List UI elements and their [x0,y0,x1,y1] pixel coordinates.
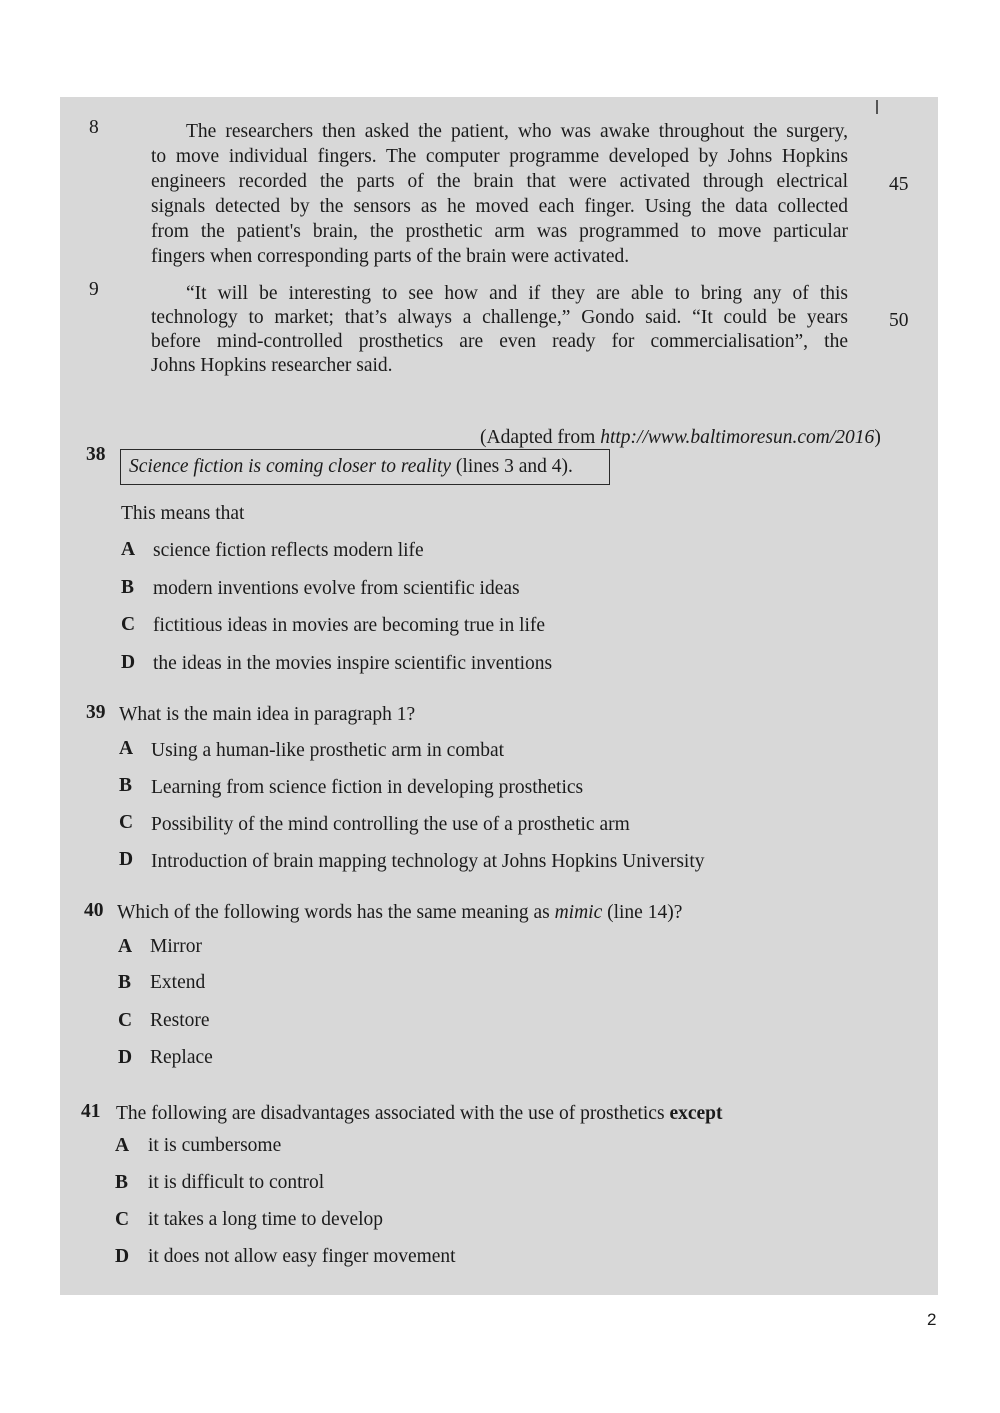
line-number-marker: 45 [889,174,909,195]
answer-option[interactable]: Extend [150,972,206,993]
option-letter: C [121,614,136,635]
answer-option[interactable]: Learning from science fiction in developing prosthetics [151,777,584,798]
answer-option[interactable]: Using a human-like prosthetic arm in combat [151,740,505,761]
answer-option[interactable]: it takes a long time to develop [148,1209,384,1230]
option-letter: B [115,1172,129,1193]
option-letter: D [118,1047,133,1068]
option-letter: A [119,738,134,759]
answer-option[interactable]: science fiction reflects modern life [153,540,424,561]
paragraph-number: 8 [89,117,99,138]
paragraph-line: Johns Hopkins researcher said. [151,355,393,376]
quoted-phrase-box: Science fiction is coming closer to reality (lines 3 and 4). [120,449,610,485]
option-letter: D [119,849,134,870]
answer-option[interactable]: Possibility of the mind controlling the use of a prosthetic arm [151,814,630,835]
paragraph-line: technology to market; that’s always a challenge,” Gondo said. “It could be years [151,307,848,328]
question-stem: Which of the following words has the same meaning as mimic (line 14)? [117,902,683,923]
question-number: 41 [81,1101,101,1122]
answer-option[interactable]: the ideas in the movies inspire scientific inventions [153,653,553,674]
answer-option[interactable]: Mirror [150,936,202,957]
option-letter: C [119,812,134,833]
line-number-marker: 50 [889,310,909,331]
paragraph-line: to move individual fingers. The computer programme developed by Johns Hopkins [151,146,848,167]
answer-option[interactable]: Introduction of brain mapping technology at Johns Hopkins University [151,851,705,872]
answer-option[interactable]: it is difficult to control [148,1172,325,1193]
question-number: 39 [86,702,106,723]
page-number: 2 [927,1310,937,1329]
option-letter: B [119,775,133,796]
paragraph-line: The researchers then asked the patient, who was awake throughout the surgery, [186,121,848,142]
paragraph-line: signals detected by the sensors as he moved each finger. Using the data collected [151,196,848,217]
source-url: http://www.baltimoresun.com/2016 [600,427,875,448]
answer-option[interactable]: it is cumbersome [148,1135,282,1156]
answer-option[interactable]: fictitious ideas in movies are becoming true in life [153,615,546,636]
paragraph-line: “It will be interesting to see how and if they are able to bring any of this [186,283,848,304]
option-letter: A [121,539,136,560]
paragraph-line: from the patient's brain, the prosthetic arm was programmed to move particular [151,221,848,242]
question-stem: This means that [121,503,245,524]
option-letter: B [121,577,135,598]
answer-option[interactable]: Restore [150,1010,210,1031]
option-letter: D [115,1246,130,1267]
option-letter: B [118,972,132,993]
question-stem: What is the main idea in paragraph 1? [119,704,416,725]
paragraph-line: engineers recorded the parts of the brain that were activated through electrical [151,171,848,192]
option-letter: A [115,1135,130,1156]
answer-option[interactable]: it does not allow easy finger movement [148,1246,456,1267]
option-letter: D [121,652,136,673]
paragraph-number: 9 [89,279,99,300]
scan-mark [876,100,878,114]
answer-option[interactable]: Replace [150,1047,213,1068]
paragraph-line: before mind-controlled prosthetics are even ready for commercialisation”, the [151,331,848,352]
option-letter: C [115,1209,130,1230]
question-number: 40 [84,900,104,921]
answer-option[interactable]: modern inventions evolve from scientific ideas [153,578,520,599]
option-letter: A [118,936,133,957]
option-letter: C [118,1010,133,1031]
paragraph-line: fingers when corresponding parts of the brain were activated. [151,246,630,267]
source-citation: (Adapted from http://www.baltimoresun.com/2016) [480,427,881,448]
question-number: 38 [86,444,106,465]
question-stem: The following are disadvantages associated with the use of prosthetics except [116,1103,723,1124]
